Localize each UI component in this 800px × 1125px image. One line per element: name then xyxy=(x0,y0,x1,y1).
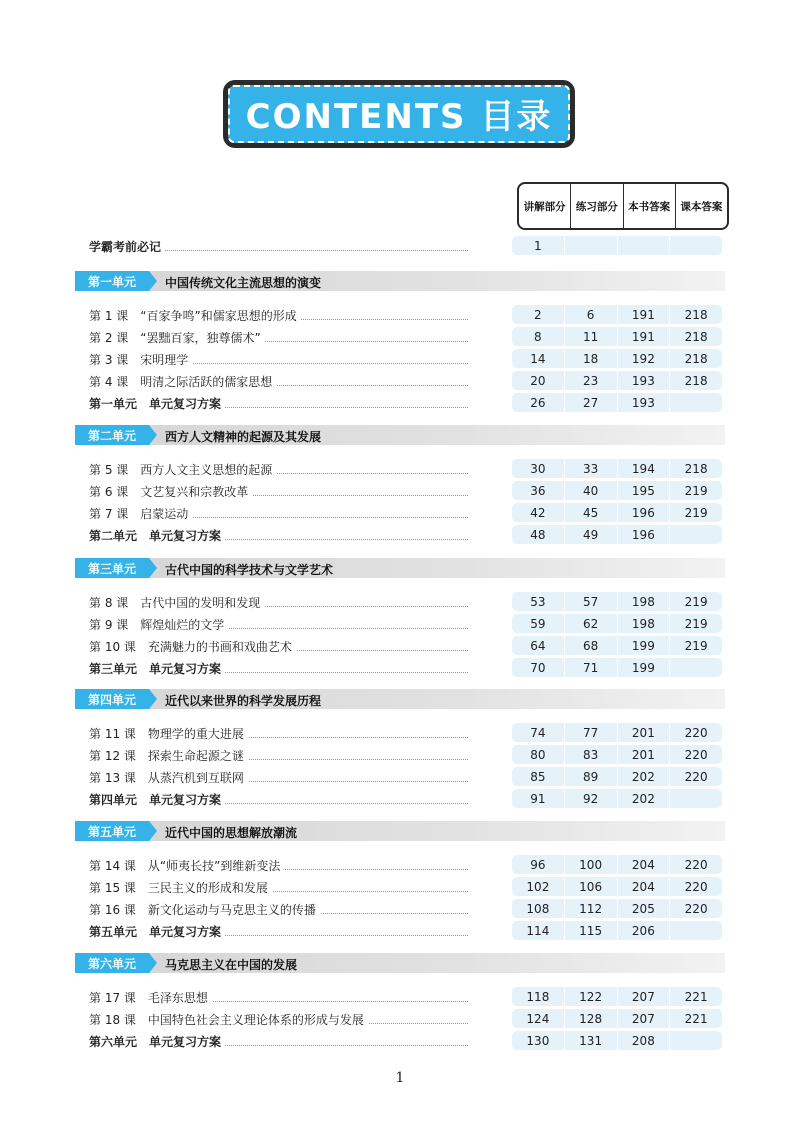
page-cells xyxy=(512,855,722,874)
page-cell: 48 xyxy=(530,527,546,542)
page-cell: 71 xyxy=(564,658,617,677)
page-cell: 220 xyxy=(669,855,722,874)
toc-entry-label: 第 6 课 文艺复兴和宗教改革 xyxy=(89,483,252,500)
page-cell: 205 xyxy=(617,899,670,918)
page-cell: 23 xyxy=(564,371,617,390)
toc-row[interactable] xyxy=(0,921,800,941)
toc-entry-label: 第四单元 单元复习方案 xyxy=(89,791,225,808)
page-cells xyxy=(512,503,722,522)
page-cells xyxy=(512,987,722,1006)
page-cell: 74 xyxy=(530,725,546,740)
page-cell: 202 xyxy=(617,789,670,808)
toc-entry-label: 学霸考前必记 xyxy=(89,238,165,255)
page-cell: 102 xyxy=(526,879,550,894)
page-cells xyxy=(512,614,722,633)
unit-title: 中国传统文化主流思想的演变 xyxy=(165,276,322,290)
column-headers xyxy=(517,182,729,230)
page-cell: 14 xyxy=(530,351,546,366)
page-cell: 218 xyxy=(669,349,722,368)
toc-row[interactable] xyxy=(0,459,800,479)
toc-entry-label: 第 13 课 从蒸汽机到互联网 xyxy=(89,769,248,786)
toc-row[interactable] xyxy=(0,393,800,413)
toc-row[interactable] xyxy=(0,767,800,787)
page-cell: 57 xyxy=(564,592,617,611)
toc-row[interactable] xyxy=(0,305,800,325)
page-cells xyxy=(512,636,722,655)
page-cell: 128 xyxy=(564,1009,617,1028)
unit-badge: 第五单元 xyxy=(75,821,149,841)
page-number: 1 xyxy=(395,1070,405,1086)
toc-entry-label: 第 4 课 明清之际活跃的儒家思想 xyxy=(89,373,276,390)
page-cell: 218 xyxy=(669,371,722,390)
unit-header-bar xyxy=(75,821,725,841)
unit-badge: 第二单元 xyxy=(75,425,149,445)
page-cell: 42 xyxy=(530,505,546,520)
page-cell: 220 xyxy=(669,899,722,918)
toc-row[interactable] xyxy=(0,371,800,391)
page-cells xyxy=(512,592,722,611)
toc-entry-label: 第 10 课 充满魅力的书画和戏曲艺术 xyxy=(89,638,296,655)
page-cell: 11 xyxy=(564,327,617,346)
toc-row[interactable] xyxy=(0,636,800,656)
toc-row[interactable] xyxy=(0,658,800,678)
toc-entry-label: 第 14 课 从“师夷长技”到维新变法 xyxy=(89,857,284,874)
page-cell: 40 xyxy=(564,481,617,500)
toc-row[interactable] xyxy=(0,614,800,634)
toc-row[interactable] xyxy=(0,789,800,809)
toc-entry-label: 第六单元 单元复习方案 xyxy=(89,1033,225,1050)
toc-row[interactable] xyxy=(0,745,800,765)
contents-banner xyxy=(223,80,575,148)
toc-row[interactable] xyxy=(0,525,800,545)
page-cell: 194 xyxy=(617,459,670,478)
page-cell: 218 xyxy=(669,327,722,346)
page-cell: 106 xyxy=(564,877,617,896)
page-cell: 122 xyxy=(564,987,617,1006)
page-cells xyxy=(512,745,722,764)
page-cell: 221 xyxy=(669,987,722,1006)
page-cell: 199 xyxy=(617,658,670,677)
page-cell: 198 xyxy=(617,592,670,611)
page-cell: 206 xyxy=(617,921,670,940)
toc-entry-label: 第 7 课 启蒙运动 xyxy=(89,505,192,522)
page-cell: 45 xyxy=(564,503,617,522)
page-cell: 8 xyxy=(534,329,542,344)
page-cell: 219 xyxy=(669,481,722,500)
page-cell: 20 xyxy=(530,373,546,388)
toc-row[interactable] xyxy=(0,592,800,612)
toc-entry-label: 第三单元 单元复习方案 xyxy=(89,660,225,677)
page-cell: 92 xyxy=(564,789,617,808)
page-cell xyxy=(669,1031,722,1050)
unit-title: 古代中国的科学技术与文学艺术 xyxy=(165,563,334,577)
page-cell: 77 xyxy=(564,723,617,742)
page-cell xyxy=(617,236,670,255)
page-cell: 27 xyxy=(564,393,617,412)
page-cell: 207 xyxy=(617,1009,670,1028)
page-title: CONTENTS 目录 xyxy=(245,97,553,137)
page-cell: 18 xyxy=(564,349,617,368)
page-cell: 220 xyxy=(669,723,722,742)
page-cell: 130 xyxy=(526,1033,550,1048)
page-cell: 70 xyxy=(530,660,546,675)
page-cell: 204 xyxy=(617,855,670,874)
page-cell: 201 xyxy=(617,723,670,742)
page-cell: 191 xyxy=(617,327,670,346)
page-cell: 26 xyxy=(530,395,546,410)
unit-title: 马克思主义在中国的发展 xyxy=(165,958,298,972)
page-cell: 221 xyxy=(669,1009,722,1028)
toc-row[interactable] xyxy=(0,855,800,875)
toc-entry-label: 第五单元 单元复习方案 xyxy=(89,923,225,940)
page-cells xyxy=(512,899,722,918)
unit-badge: 第六单元 xyxy=(75,953,149,973)
page-cells xyxy=(512,525,722,544)
toc-entry-label: 第 5 课 西方人文主义思想的起源 xyxy=(89,461,276,478)
unit-header-bar xyxy=(75,689,725,709)
page-cell: 192 xyxy=(617,349,670,368)
page-cells xyxy=(512,371,722,390)
page-cell: 118 xyxy=(526,989,550,1004)
page-cell: 85 xyxy=(530,769,546,784)
page-cells xyxy=(512,723,722,742)
page-cells xyxy=(512,921,722,940)
page-cell: 2 xyxy=(534,307,542,322)
page-cell xyxy=(669,789,722,808)
page-cells xyxy=(512,658,722,677)
unit-badge: 第一单元 xyxy=(75,271,149,291)
unit-header-bar xyxy=(75,953,725,973)
toc-row[interactable] xyxy=(0,987,800,1007)
page-cell: 204 xyxy=(617,877,670,896)
page-cell: 193 xyxy=(617,393,670,412)
toc-entry-label: 第 3 课 宋明理学 xyxy=(89,351,192,368)
toc-row[interactable] xyxy=(0,327,800,347)
toc-row[interactable] xyxy=(0,899,800,919)
toc-row-intro[interactable] xyxy=(0,236,800,256)
page-cells xyxy=(512,767,722,786)
page-cell xyxy=(564,236,617,255)
page-cell: 218 xyxy=(669,459,722,478)
page-cells xyxy=(512,481,722,500)
page-cell: 131 xyxy=(564,1031,617,1050)
page-cell: 30 xyxy=(530,461,546,476)
page-cell: 196 xyxy=(617,503,670,522)
page-cell xyxy=(669,921,722,940)
page-cells xyxy=(512,327,722,346)
page-cell: 80 xyxy=(530,747,546,762)
toc-row[interactable] xyxy=(0,503,800,523)
page-cell: 100 xyxy=(564,855,617,874)
page-cell: 1 xyxy=(534,238,542,253)
column-header: 课本答案 xyxy=(675,184,727,228)
page-cell: 49 xyxy=(564,525,617,544)
page-cell: 108 xyxy=(526,901,550,916)
toc-entry-label: 第 8 课 古代中国的发明和发现 xyxy=(89,594,264,611)
page-cell: 114 xyxy=(526,923,550,938)
unit-header-bar xyxy=(75,271,725,291)
page-cell: 62 xyxy=(564,614,617,633)
toc-entry-label: 第 17 课 毛泽东思想 xyxy=(89,989,212,1006)
page-cell: 199 xyxy=(617,636,670,655)
toc-row[interactable] xyxy=(0,723,800,743)
page-cell: 112 xyxy=(564,899,617,918)
page-cell: 193 xyxy=(617,371,670,390)
toc-entry-label: 第 16 课 新文化运动与马克思主义的传播 xyxy=(89,901,320,918)
page-cell: 198 xyxy=(617,614,670,633)
page-cell: 208 xyxy=(617,1031,670,1050)
page-cell: 124 xyxy=(526,1011,550,1026)
page-cell: 202 xyxy=(617,767,670,786)
page-cells xyxy=(512,877,722,896)
toc-entry-label: 第 12 课 探索生命起源之谜 xyxy=(89,747,248,764)
toc-row[interactable] xyxy=(0,481,800,501)
page-cell: 33 xyxy=(564,459,617,478)
page-cells xyxy=(512,789,722,808)
toc-entry-label: 第 18 课 中国特色社会主义理论体系的形成与发展 xyxy=(89,1011,368,1028)
toc-entry-label: 第一单元 单元复习方案 xyxy=(89,395,225,412)
page-cell: 53 xyxy=(530,594,546,609)
page-cell: 201 xyxy=(617,745,670,764)
unit-title: 近代以来世界的科学发展历程 xyxy=(165,694,322,708)
toc-entry-label: 第 11 课 物理学的重大进展 xyxy=(89,725,248,742)
page-cell: 220 xyxy=(669,877,722,896)
column-header: 本书答案 xyxy=(623,184,675,228)
page-cell: 91 xyxy=(530,791,546,806)
page-cell: 59 xyxy=(530,616,546,631)
page-cell: 219 xyxy=(669,592,722,611)
page-cell: 96 xyxy=(530,857,546,872)
toc-entry-label: 第 2 课 “罢黜百家，独尊儒术” xyxy=(89,329,265,346)
unit-header-bar xyxy=(75,558,725,578)
page-cell: 6 xyxy=(564,305,617,324)
page-cells xyxy=(512,349,722,368)
toc-entry-label: 第 15 课 三民主义的形成和发展 xyxy=(89,879,272,896)
page-cell: 220 xyxy=(669,745,722,764)
unit-title: 近代中国的思想解放潮流 xyxy=(165,826,298,840)
toc-row[interactable] xyxy=(0,877,800,897)
page-cell: 219 xyxy=(669,636,722,655)
toc-entry-label: 第 9 课 辉煌灿烂的文学 xyxy=(89,616,228,633)
page-cell: 68 xyxy=(564,636,617,655)
page-cells xyxy=(512,236,722,255)
page-cell: 218 xyxy=(669,305,722,324)
toc-entry-label: 第 1 课 “百家争鸣”和儒家思想的形成 xyxy=(89,307,301,324)
page-cells xyxy=(512,1009,722,1028)
page-cells xyxy=(512,305,722,324)
page-cell xyxy=(669,658,722,677)
unit-header-bar xyxy=(75,425,725,445)
page-cell: 207 xyxy=(617,987,670,1006)
page-cells xyxy=(512,459,722,478)
page-cell: 36 xyxy=(530,483,546,498)
page-cell: 220 xyxy=(669,767,722,786)
unit-title: 西方人文精神的起源及其发展 xyxy=(165,430,322,444)
unit-badge: 第四单元 xyxy=(75,689,149,709)
page-cell: 64 xyxy=(530,638,546,653)
page-cells xyxy=(512,1031,722,1050)
unit-badge: 第三单元 xyxy=(75,558,149,578)
page-cell: 219 xyxy=(669,614,722,633)
page-cell: 191 xyxy=(617,305,670,324)
page-cell xyxy=(669,236,722,255)
page-cell: 115 xyxy=(564,921,617,940)
toc-row[interactable] xyxy=(0,349,800,369)
page-cell xyxy=(669,393,722,412)
page-cell: 195 xyxy=(617,481,670,500)
toc-row[interactable] xyxy=(0,1009,800,1029)
page-cells xyxy=(512,393,722,412)
page-cell xyxy=(669,525,722,544)
toc-row[interactable] xyxy=(0,1031,800,1051)
column-header: 练习部分 xyxy=(570,184,622,228)
toc-entry-label: 第二单元 单元复习方案 xyxy=(89,527,225,544)
page-cell: 219 xyxy=(669,503,722,522)
page-cell: 83 xyxy=(564,745,617,764)
page-cell: 89 xyxy=(564,767,617,786)
column-header: 讲解部分 xyxy=(523,200,566,213)
page-cell: 196 xyxy=(617,525,670,544)
